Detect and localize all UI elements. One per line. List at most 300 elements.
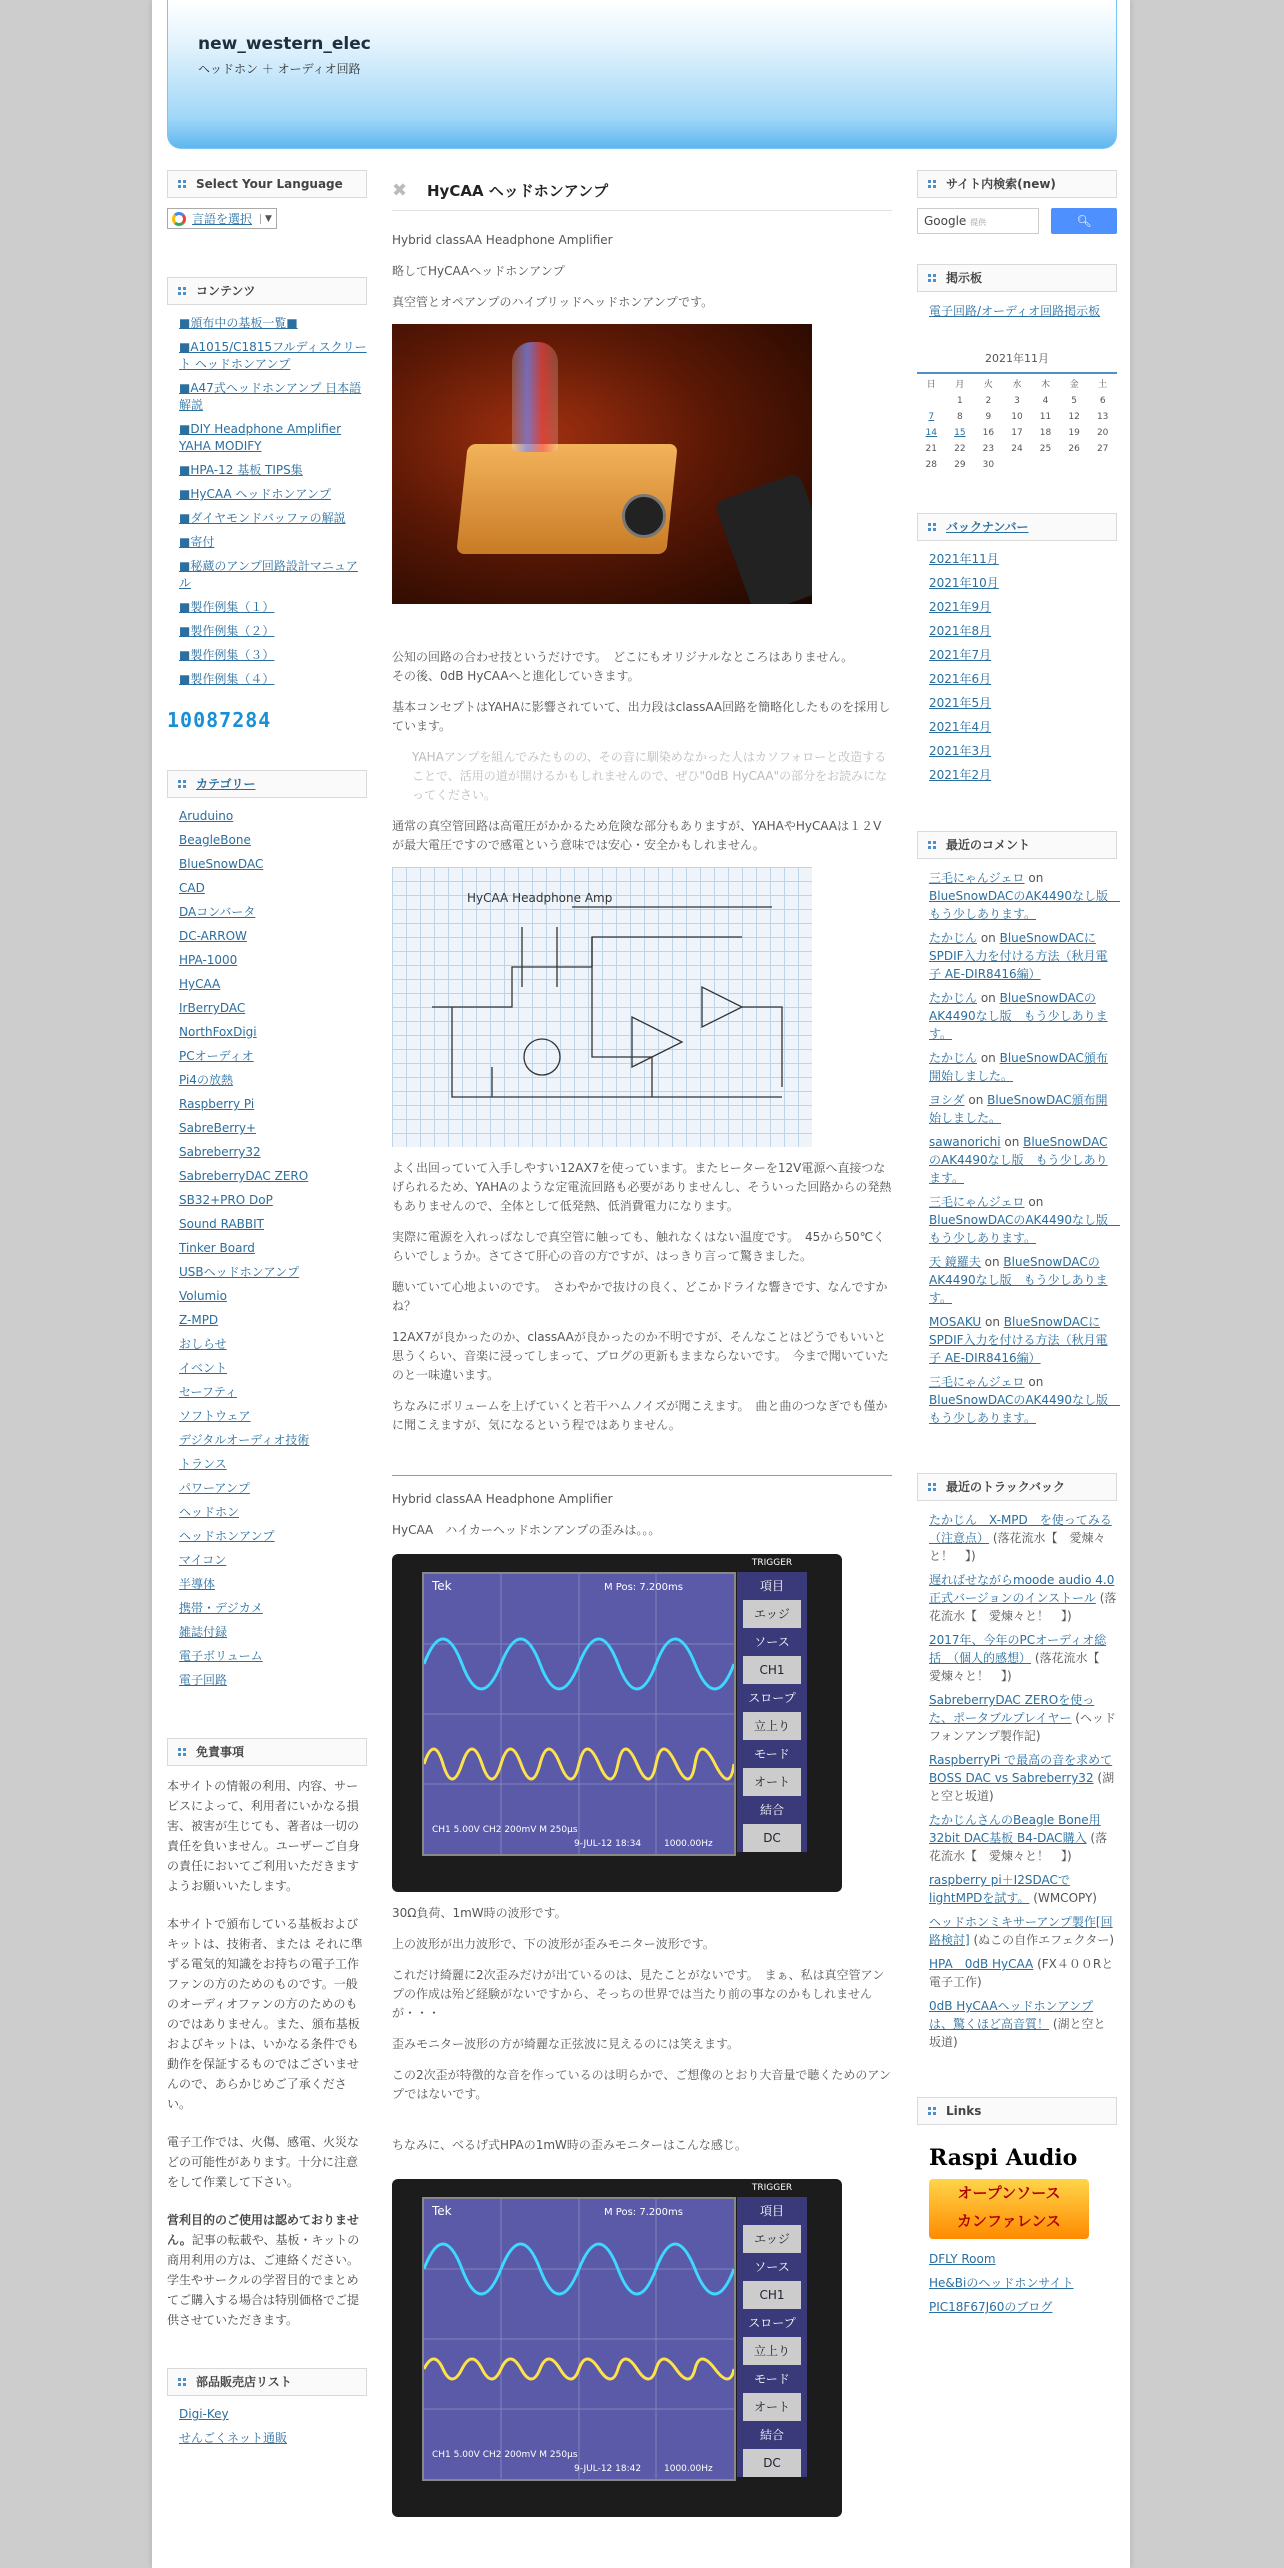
calendar-date: [1088, 457, 1117, 473]
contents-item: [179, 534, 367, 551]
calendar-date: [917, 393, 946, 409]
trackback-source: (湖と空と坂道): [929, 2017, 1106, 2049]
category-link[interactable]: Volumio: [179, 1289, 227, 1303]
para: よく出回っていて入手しやすい12AX7を使っています。またヒーターを12V電源へ直接つなげられるため、YAHAのような定電流回路も必要がありませんし、そういった回路からの発熱もありませんので、全体として低発熱、低消費電力になります。: [392, 1161, 892, 1213]
category-link[interactable]: PCオーディオ: [179, 1049, 254, 1063]
trackback-link[interactable]: ヘッドホンミキサーアンプ製作[回路検討]: [929, 1915, 1113, 1947]
trackback-source: (湖と空と坂道): [929, 1771, 1115, 1803]
trackback-source: (WMCOPY): [1029, 1891, 1097, 1905]
para: 12AX7が良かったのか、classAAが良かったのか不明ですが、そんなことはどうでもいいと思うくらい、音楽に浸ってしまって、ブログの更新もままならないです。 今まで聞いていたのと一味違います。: [392, 1330, 889, 1382]
para: 公知の回路の合わせ技というだけです。 どこにもオリジナルなところはありません。 その後、0dB HyCAAへと進化していきます。: [392, 650, 854, 683]
calendar-date: 22: [954, 444, 966, 454]
scope-freq: 1000.00Hz: [664, 1839, 713, 1849]
category-item: [179, 1048, 367, 1065]
comment-link[interactable]: BlueSnowDAC頒布開始しました。: [929, 1051, 1108, 1083]
trackback-source: (ぬこの自作エフェクター): [969, 1933, 1115, 1947]
external-link[interactable]: PIC18F67J60のブログ: [929, 2300, 1053, 2314]
calendar-date: 8: [956, 412, 963, 422]
calendar-day-header: 土: [1098, 380, 1108, 390]
contents-item: [179, 623, 367, 640]
trackback-source: (落花流水【 愛煉々と！ 】): [929, 1831, 1108, 1863]
contents-item: [179, 599, 367, 616]
oscilloscope-image-2[interactable]: [392, 2179, 842, 2517]
contents-link[interactable]: ■A47式ヘッドホンアンプ 日本語解説: [179, 381, 362, 412]
comment-author[interactable]: たかじん: [929, 991, 978, 1005]
category-link[interactable]: 携帯・デジカメ: [179, 1601, 263, 1615]
trackback-item: [929, 1955, 1117, 1991]
category-item: [179, 808, 367, 825]
trackback-link[interactable]: HPA 0dB HyCAA: [929, 1957, 1034, 1971]
chevron-down-icon[interactable]: ▼: [260, 214, 272, 224]
calendar-day-header: 水: [1012, 380, 1022, 390]
category-link[interactable]: Tinker Board: [179, 1241, 255, 1255]
raspi-audio-banner[interactable]: Raspi Audio: [929, 2145, 1078, 2171]
category-link[interactable]: SabreBerry+: [179, 1121, 257, 1135]
category-link[interactable]: CAD: [179, 881, 205, 895]
category-item: [179, 1216, 367, 1233]
para: ちなみに、べるげ式HPAの1mW時の歪みモニターはこんな感じ。: [392, 2138, 747, 2152]
category-link[interactable]: マイコン: [179, 1553, 227, 1567]
comment-author[interactable]: 三毛にゃんジェロ: [929, 871, 1025, 885]
links-list: [917, 2251, 1117, 2316]
comment-link[interactable]: BlueSnowDACにSPDIF入力を付ける方法（秋月電子 AE-DIR8416編）: [929, 931, 1108, 981]
calendar-date: 13: [1096, 412, 1109, 422]
comment-on: on: [977, 991, 1000, 1005]
scope-menu-item: DC: [743, 1824, 801, 1852]
contents-item: [179, 510, 367, 527]
calendar-date: 11: [1039, 412, 1052, 422]
backnumber-link[interactable]: 2021年10月: [929, 576, 999, 590]
comment-item: [929, 869, 1120, 923]
category-link[interactable]: DC-ARROW: [179, 929, 247, 943]
contents-link[interactable]: ■A1015/C1815フルディスクリート ヘッドホンアンプ: [179, 340, 367, 371]
scope-bottom: CH1 5.00V CH2 200mV M 250µs: [432, 2450, 578, 2460]
board-link-wrap: [917, 302, 1117, 320]
contents-item: [179, 315, 367, 332]
comment-author[interactable]: たかじん: [929, 1051, 978, 1065]
board-link[interactable]: 電子回路/オーディオ回路掲示板: [929, 304, 1101, 318]
language-heading: Select Your Language: [167, 170, 367, 198]
main-content: [392, 180, 892, 2529]
category-item: [179, 832, 367, 849]
calendar-date: 10: [1011, 412, 1023, 422]
shop-item: [179, 2406, 367, 2423]
backnumber-item: [929, 551, 1117, 568]
scope-brand: Tek: [432, 1579, 452, 1593]
comment-author[interactable]: ヨシダ: [929, 1093, 965, 1107]
volume-knob: [622, 494, 666, 538]
shop-item: [179, 2430, 367, 2447]
backnumber-item: [929, 767, 1117, 784]
para: この2次歪が特徴的な音を作っているのは明らかで、ご想像のとおり大音量で聴くためのアンプではないです。: [392, 2068, 891, 2101]
comment-link[interactable]: BlueSnowDACのAK4490なし版 もう少しあります。: [929, 889, 1120, 921]
scope-menu: [737, 1558, 807, 1852]
site-title[interactable]: new_western_elec: [198, 34, 371, 54]
scope-waveforms: [424, 1574, 734, 1854]
visitor-counter: 10087284: [167, 708, 272, 732]
category-item: [179, 1312, 367, 1329]
comment-item: [929, 1253, 1117, 1307]
category-item: [179, 904, 367, 921]
comment-item: [929, 1373, 1120, 1427]
search-provider: 提供: [970, 218, 987, 227]
calendar-title: 2021年11月: [985, 352, 1049, 365]
calendar-date: 9: [985, 412, 992, 422]
comment-on: on: [1024, 1375, 1044, 1389]
category-link[interactable]: 雑誌付録: [179, 1625, 228, 1639]
category-item: [179, 1648, 367, 1665]
calendar-date: 12: [1068, 412, 1080, 422]
category-item: [179, 952, 367, 969]
comments-list: [917, 869, 1120, 1427]
calendar-date[interactable]: [946, 425, 975, 441]
comment-link[interactable]: BlueSnowDACのAK4490なし版 もう少しあります。: [929, 1255, 1108, 1305]
backnumber-link[interactable]: 2021年9月: [929, 600, 992, 614]
category-item: [179, 976, 367, 993]
trackback-link[interactable]: 0dB HyCAAヘッドホンアンプは、驚くほど高音質！: [929, 1999, 1094, 2031]
para: 真空管とオペアンプのハイブリッドヘッドホンアンプです。: [392, 295, 714, 309]
comment-link[interactable]: BlueSnowDACのAK4490なし版 もう少しあります。: [929, 991, 1108, 1041]
category-item: [179, 1576, 367, 1593]
trackback-link[interactable]: SabreberryDAC ZEROを使った、ポータブルプレイヤー: [929, 1693, 1095, 1725]
comment-item: [929, 1091, 1117, 1127]
category-item: [179, 1288, 367, 1305]
backnumber-link[interactable]: 2021年7月: [929, 648, 992, 662]
comment-author[interactable]: 三毛にゃんジェロ: [929, 1195, 1025, 1209]
scope-brand: Tek: [432, 2204, 452, 2218]
category-item: [179, 1360, 367, 1377]
comment-author[interactable]: 天 鏡羅夫: [929, 1255, 981, 1269]
para: これだけ綺麗に2次歪みだけが出ているのは、見たことがないです。 まぁ、私は真空管アンプの作成は殆ど経験がないですから、そっちの世界では当たり前の事なのかもしれませんが・・・: [392, 1968, 885, 2020]
scope-trigger-label: TRIGGER: [751, 2183, 793, 2193]
category-link[interactable]: Z-MPD: [179, 1313, 219, 1327]
category-item: [179, 1168, 367, 1185]
contents-link[interactable]: ■秘蔵のアンプ回路設計マニュアル: [179, 559, 358, 590]
comment-item: [929, 929, 1117, 983]
calendar-date[interactable]: [917, 425, 946, 441]
scope-mpos: M Pos: 7.200ms: [604, 1582, 683, 1593]
trackback-source: (落花流水【 愛煉々と！ 】): [929, 1531, 1106, 1563]
board-heading: 掲示板: [917, 264, 1117, 292]
disclaimer-tail: 記事の転載や、基板・キットの商用利用の方は、ご連絡ください。学生やサークルの学習目的でまとめてご購入する場合は特別価格でご提供させていただきます。: [167, 2233, 360, 2327]
disclaimer-text-2: 本サイトで頒布している基板およびキットは、技術者、または それに準ずる電気的知識をお持ちの電子工作ファンの方のためのものです。一般のオーディオファンの方のためのものではありません。また、頒布基板およびキットは、いかなる条件でも動作を保証するものではございませんので、あらかじめご了承ください。: [167, 1917, 363, 2111]
calendar-date-link[interactable]: 15: [954, 428, 966, 438]
category-link[interactable]: IrBerryDAC: [179, 1001, 246, 1015]
calendar-date: 18: [1039, 428, 1052, 438]
opensource-conf-banner[interactable]: [929, 2179, 1089, 2239]
category-link[interactable]: ヘッドホンアンプ: [179, 1529, 275, 1543]
calendar-date: 25: [1039, 444, 1052, 454]
shop-link[interactable]: せんごくネット通販: [179, 2431, 288, 2445]
category-link[interactable]: Sabreberry32: [179, 1145, 261, 1159]
comment-link[interactable]: BlueSnowDACのAK4490なし版 もう少しあります。: [929, 1213, 1120, 1245]
scope-menu-item: スロープ: [748, 2316, 796, 2330]
scope-menu-item: 結合: [759, 1803, 784, 1817]
calendar-date-link[interactable]: 7: [928, 412, 935, 422]
contents-link[interactable]: ■製作例集（２）: [179, 624, 275, 638]
trackback-link[interactable]: たかじんさんのBeagle Bone用 32bit DAC基板 B4-DAC購入: [929, 1813, 1101, 1845]
trackback-item: [929, 1997, 1117, 2051]
calendar: [917, 350, 1117, 473]
backnumber-item: [929, 695, 1117, 712]
google-icon: [172, 212, 186, 226]
category-link[interactable]: イベント: [179, 1361, 228, 1375]
external-link[interactable]: DFLY Room: [929, 2252, 996, 2266]
trackback-item: [929, 1811, 1117, 1865]
category-link[interactable]: SabreberryDAC ZERO: [179, 1169, 309, 1183]
external-item: [929, 2299, 1117, 2316]
category-link[interactable]: Raspberry Pi: [179, 1097, 255, 1111]
contents-link[interactable]: ■HyCAA ヘッドホンアンプ: [179, 487, 331, 501]
para: Hybrid classAA Headphone Amplifier: [392, 233, 613, 247]
search-button[interactable]: [1051, 208, 1117, 234]
post-title[interactable]: HyCAA ヘッドホンアンプ: [427, 182, 609, 200]
contents-item: [179, 558, 367, 592]
scope-menu: [737, 2183, 807, 2477]
scope-date: 9-JUL-12 18:34: [574, 1839, 642, 1849]
left-sidebar: [167, 170, 367, 2454]
schematic-image[interactable]: [392, 867, 812, 1147]
calendar-date: [1003, 457, 1032, 473]
comment-item: [929, 1133, 1117, 1187]
comment-on: on: [980, 1255, 1004, 1269]
calendar-date: [1060, 457, 1089, 473]
category-link[interactable]: デジタルオーディオ技術: [179, 1433, 310, 1447]
scope-menu-item: CH1: [743, 1656, 801, 1684]
disclaimer-text-3: 電子工作では、火傷、感電、火災などの可能性があります。十分に注意をして作業して下さい。: [167, 2135, 360, 2189]
calendar-date[interactable]: [917, 409, 946, 425]
scope-waveforms: [424, 2199, 734, 2479]
category-link[interactable]: BeagleBone: [179, 833, 251, 847]
scope-menu-item: オート: [743, 2393, 801, 2421]
backnumber-link[interactable]: 2021年2月: [929, 768, 992, 782]
contents-link[interactable]: ■製作例集（４）: [179, 672, 275, 686]
category-item: [179, 856, 367, 873]
calendar-date: 29: [954, 460, 966, 470]
calendar-date-link[interactable]: 14: [925, 428, 937, 438]
backnumber-item: [929, 671, 1117, 688]
para: 略してHyCAAヘッドホンアンプ: [392, 264, 565, 278]
scope-menu-item: スロープ: [748, 1691, 796, 1705]
trackback-link[interactable]: raspberry pi＋I2SDACでlightMPDを試す。: [929, 1873, 1070, 1905]
trackback-source: (落花流水【 愛煉々と！ 】): [929, 1591, 1117, 1623]
calendar-date: 24: [1011, 444, 1023, 454]
category-item: [179, 1024, 367, 1041]
para: 通常の真空管回路は高電圧がかかるため危険な部分もありますが、YAHAやHyCAAは１２Vが最大電圧ですので感電という意味では安心・安全かもしれません。: [392, 819, 882, 852]
scope-mpos: M Pos: 7.200ms: [604, 2207, 683, 2218]
category-item: [179, 1264, 367, 1281]
external-item: [929, 2275, 1117, 2292]
scope-menu-item: オート: [743, 1768, 801, 1796]
contents-link[interactable]: ■製作例集（３）: [179, 648, 275, 662]
category-link[interactable]: パワーアンプ: [179, 1481, 250, 1495]
oscilloscope-image-1[interactable]: [392, 1554, 842, 1892]
calendar-table: [917, 372, 1117, 473]
trackback-link[interactable]: 遅ればせながらmoode audio 4.0正式バージョンのインストール: [929, 1573, 1115, 1605]
para: Hybrid classAA Headphone Amplifier: [392, 1492, 613, 1506]
backnumber-link[interactable]: 2021年5月: [929, 696, 992, 710]
banner-line-1: オープンソース: [957, 2184, 1061, 2202]
scope-menu-item: エッジ: [743, 2225, 801, 2253]
scope-bottom: CH1 5.00V CH2 200mV M 250µs: [432, 1825, 578, 1835]
category-item: [179, 1240, 367, 1257]
category-item: [179, 1192, 367, 1209]
backnumber-heading[interactable]: バックナンバー: [917, 513, 1117, 541]
category-item: [179, 1408, 367, 1425]
category-link[interactable]: BlueSnowDAC: [179, 857, 264, 871]
category-item: [179, 1504, 367, 1521]
vacuum-tube: [512, 342, 558, 452]
comment-on: on: [1000, 1135, 1024, 1149]
categories-list: [167, 808, 367, 1689]
category-link[interactable]: HyCAA: [179, 977, 221, 991]
trackbacks-heading: 最近のトラックバック: [917, 1473, 1117, 1501]
category-link[interactable]: USBヘッドホンアンプ: [179, 1265, 300, 1279]
para: 30Ω負荷、1mW時の波形です。: [392, 1906, 567, 1920]
category-link[interactable]: ソフトウェア: [179, 1409, 251, 1423]
category-link[interactable]: セーフティ: [179, 1385, 237, 1399]
calendar-date: 5: [1071, 396, 1077, 406]
comment-author[interactable]: sawanorichi: [929, 1135, 1001, 1149]
calendar-date: 4: [1042, 396, 1049, 406]
calendar-date: 6: [1099, 396, 1106, 406]
comment-on: on: [1024, 871, 1044, 885]
scope-menu-item: 項目: [759, 2204, 784, 2218]
site-header: [167, 0, 1117, 149]
category-link[interactable]: DAコンバータ: [179, 905, 256, 919]
calendar-date: [1031, 457, 1060, 473]
backnumber-link[interactable]: 2021年6月: [929, 672, 992, 686]
backnumber-link[interactable]: 2021年11月: [929, 552, 999, 566]
category-link[interactable]: SB32+PRO DoP: [179, 1193, 273, 1207]
trackback-link[interactable]: たかじん X-MPD を使ってみる（注意点）: [929, 1513, 1112, 1545]
search-heading: サイト内検索(new): [917, 170, 1117, 198]
trackback-item: [929, 1691, 1117, 1745]
para: HyCAA ハイカーヘッドホンアンプの歪みは。。。: [392, 1523, 661, 1537]
calendar-date: 23: [982, 444, 995, 454]
category-item: [179, 880, 367, 897]
amp-photo[interactable]: [392, 324, 812, 604]
calendar-date: 1: [956, 396, 963, 406]
category-link[interactable]: トランス: [179, 1457, 227, 1471]
trackback-source: (落花流水【 愛煉々と！ 】): [929, 1651, 1112, 1683]
comment-on: on: [981, 1315, 1004, 1329]
category-link[interactable]: Aruduino: [179, 809, 234, 823]
para-faint: YAHAアンプを組んでみたものの、その音に馴染めなかった人はカソフォローと改造することで、活用の道が開けるかもしれませんので、ぜひ"0dB HyCAA"の部分をお読みになってください。: [412, 750, 888, 802]
disclaimer-text-1: 本サイトの情報の利用、内容、サービスによって、利用者にいかなる損害、被害が生じても、著者は一切の責任を負いません。ユーザーご自身の責任においてご利用いただきますようお願いいたします。: [167, 1779, 360, 1893]
scope-screen: [422, 2197, 736, 2481]
comment-item: [929, 1313, 1117, 1367]
comment-author[interactable]: MOSAKU: [929, 1315, 982, 1329]
category-item: [179, 1456, 367, 1473]
category-item: [179, 1528, 367, 1545]
category-link[interactable]: HPA-1000: [179, 953, 238, 967]
schematic-title: HyCAA Headphone Amp: [467, 891, 613, 905]
backnumber-item: [929, 599, 1117, 616]
para: 基本コンセプトはYAHAに影響されていて、出力段はclassAA回路を簡略化したものを採用しています。: [392, 700, 891, 733]
comments-heading: 最近のコメント: [917, 831, 1117, 859]
category-link[interactable]: NorthFoxDigi: [179, 1025, 257, 1039]
language-select[interactable]: [167, 208, 277, 229]
category-link[interactable]: ヘッドホン: [179, 1505, 240, 1519]
scope-menu-item: CH1: [743, 2281, 801, 2309]
category-item: [179, 1384, 367, 1401]
comment-link[interactable]: BlueSnowDACにSPDIF入力を付ける方法（秋月電子 AE-DIR8416編）: [929, 1315, 1108, 1365]
trackback-item: [929, 1511, 1117, 1565]
para: 聴いていて心地よいのです。 さわやかで抜けの良く、どこかドライな響きです、なんですかね？: [392, 1280, 888, 1313]
category-item: [179, 928, 367, 945]
language-select-label[interactable]: 言語を選択: [192, 212, 253, 226]
comment-link[interactable]: BlueSnowDACのAK4490なし版 もう少しあります。: [929, 1393, 1120, 1425]
shop-link[interactable]: Digi-Key: [179, 2407, 229, 2421]
backnumber-item: [929, 575, 1117, 592]
contents-link[interactable]: ■DIY Headphone Amplifier YAHA MODIFY: [179, 422, 342, 453]
backnumber-link[interactable]: 2021年3月: [929, 744, 992, 758]
contents-link[interactable]: ■製作例集（１）: [179, 600, 275, 614]
contents-item: [179, 380, 367, 414]
calendar-date: 17: [1011, 428, 1023, 438]
comment-link[interactable]: BlueSnowDAC頒布開始しました。: [929, 1093, 1108, 1125]
calendar-day-header: 日: [926, 380, 936, 390]
scope-freq: 1000.00Hz: [664, 2464, 713, 2474]
calendar-date: 2: [985, 396, 992, 406]
shops-heading: 部品販売店リスト: [167, 2368, 367, 2396]
trackback-link[interactable]: 2017年、今年のPCオーディオ総括 （個人的感想）: [929, 1633, 1107, 1665]
category-link[interactable]: Sound RABBIT: [179, 1217, 264, 1231]
post-title-bar: [392, 180, 892, 211]
disclaimer-bold: 営利目的のご使用は認めておりません。: [167, 2213, 360, 2247]
category-item: [179, 1144, 367, 1161]
contents-link[interactable]: ■頒布中の基板一覧■: [179, 316, 298, 330]
comment-item: [929, 1193, 1120, 1247]
scope-screen: [422, 1572, 736, 1856]
contents-link[interactable]: ■寄付: [179, 535, 215, 549]
links-heading: Links: [917, 2097, 1117, 2125]
comment-author[interactable]: たかじん: [929, 931, 978, 945]
contents-link[interactable]: ■HPA-12 基板 TIPS集: [179, 463, 303, 477]
trackback-source: (ヘッドフォンアンプ製作記): [929, 1711, 1116, 1743]
category-link[interactable]: 電子回路: [179, 1673, 228, 1687]
contents-item: [179, 339, 367, 373]
search-input[interactable]: [917, 208, 1039, 234]
backnumber-link[interactable]: 2021年4月: [929, 720, 992, 734]
comment-link[interactable]: BlueSnowDACのAK4490なし版 もう少しあります。: [929, 1135, 1108, 1185]
contents-link[interactable]: ■ダイヤモンドバッファの解説: [179, 511, 346, 525]
shops-list: [167, 2406, 367, 2447]
category-link[interactable]: 半導体: [179, 1577, 216, 1591]
pin-icon: ✖: [392, 180, 408, 201]
backnumber-link[interactable]: 2021年8月: [929, 624, 992, 638]
trackback-source: (FX４００Rと電子工作): [929, 1957, 1114, 1989]
trackback-item: [929, 1631, 1117, 1685]
external-link[interactable]: He&Biのヘッドホンサイト: [929, 2276, 1074, 2290]
category-link[interactable]: おしらせ: [179, 1337, 227, 1351]
search-box: [917, 208, 1117, 234]
categories-heading[interactable]: カテゴリー: [167, 770, 367, 798]
category-item: [179, 1096, 367, 1113]
trackback-link[interactable]: RaspberryPi で最高の音を求めて BOSS DAC vs Sabreberry32: [929, 1753, 1113, 1785]
comment-on: on: [977, 931, 1000, 945]
comment-item: [929, 989, 1117, 1043]
category-item: [179, 1000, 367, 1017]
right-sidebar: [917, 170, 1120, 2323]
category-link[interactable]: 電子ボリューム: [179, 1649, 263, 1663]
category-item: [179, 1336, 367, 1353]
contents-item: [179, 671, 367, 688]
site-subtitle: ヘッドホン ＋ オーディオ回路: [198, 62, 361, 76]
category-link[interactable]: Pi4の放熱: [179, 1073, 233, 1087]
comment-author[interactable]: 三毛にゃんジェロ: [929, 1375, 1025, 1389]
